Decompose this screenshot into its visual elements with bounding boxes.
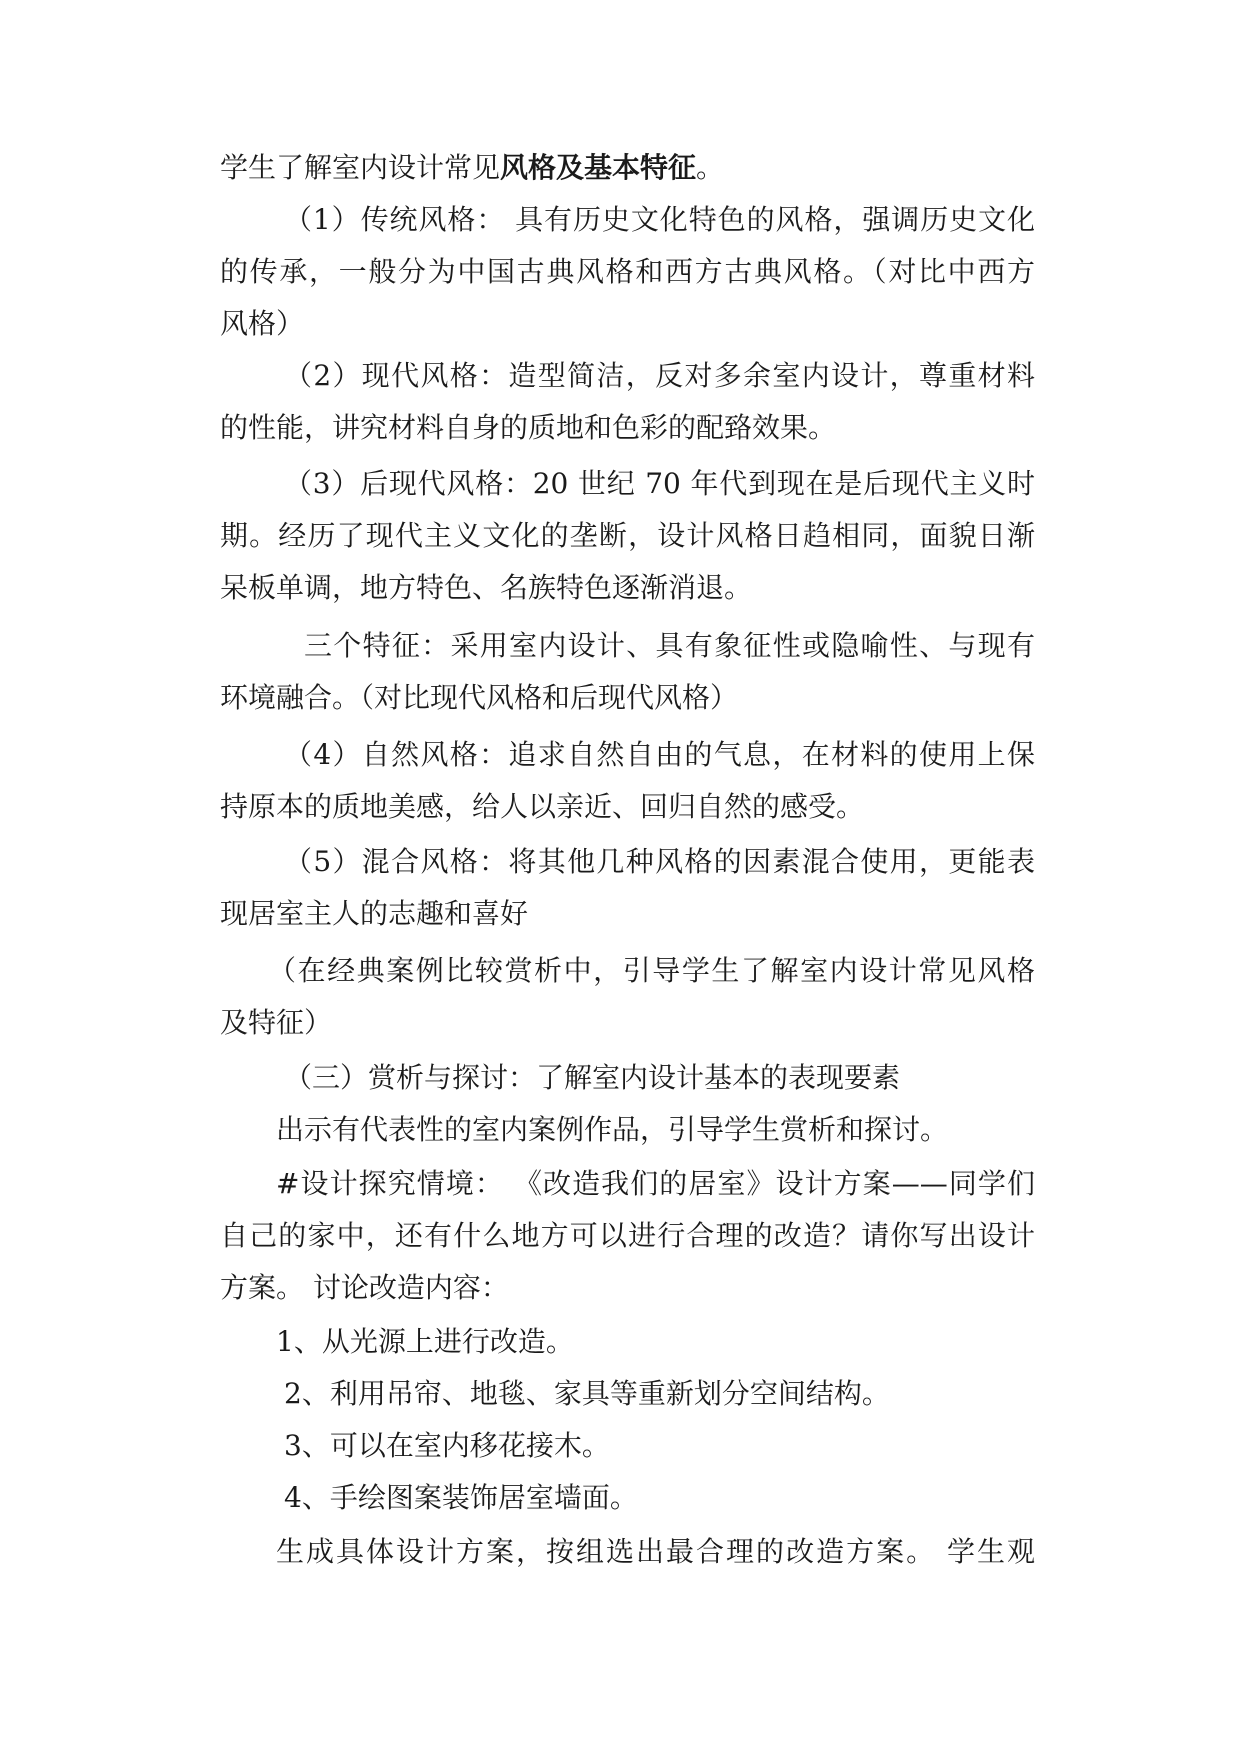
paragraph-line-19: 出示有代表性的室内案例作品，引导学生赏析和探讨。 (276, 1113, 949, 1146)
paragraph-line-17: 及特征） (220, 1006, 333, 1039)
paragraph-line-21: 自己的家中，还有什么地方可以进行合理的改造？请你写出设计 (220, 1219, 1035, 1252)
bold-emphasis: 风格及基本特征 (500, 151, 697, 184)
paragraph-line-20: #设计探究情境： 《改造我们的居室》设计方案——同学们 (276, 1167, 1035, 1200)
section-heading: （三）赏析与探讨：了解室内设计基本的表现要素 (284, 1061, 901, 1094)
paragraph-line-2: （1）传统风格： 具有历史文化特色的风格，强调历史文化 (284, 203, 1035, 236)
paragraph-line-13: 持原本的质地美感，给人以亲近、回归自然的感受。 (220, 790, 865, 823)
paragraph-line-5: （2）现代风格：造型简洁，反对多余室内设计，尊重材料 (284, 359, 1035, 392)
list-item-1: 1、从光源上进行改造。 (276, 1325, 574, 1358)
paragraph-line-10: 三个特征：采用室内设计、具有象征性或隐喻性、与现有 (304, 629, 1035, 662)
paragraph-line-1: 学生了解室内设计常见风格及基本特征。 (220, 151, 725, 184)
paragraph-line-22: 方案。 讨论改造内容： (220, 1271, 509, 1304)
paragraph-line-14: （5）混合风格：将其他几种风格的因素混合使用，更能表 (284, 845, 1035, 878)
paragraph-line-15: 现居室主人的志趣和喜好 (220, 897, 529, 930)
paragraph-line-16: （在经典案例比较赏析中，引导学生了解室内设计常见风格 (268, 954, 1035, 987)
paragraph-line-4: 风格） (220, 307, 305, 340)
paragraph-line-27: 生成具体设计方案，按组选出最合理的改造方案。 学生观 (276, 1535, 1035, 1568)
paragraph-line-3: 的传承，一般分为中国古典风格和西方古典风格。（对比中西方 (220, 255, 1035, 288)
paragraph-line-6: 的性能，讲究材料自身的质地和色彩的配臵效果。 (220, 411, 837, 444)
list-item-3: 3、可以在室内移花接木。 (284, 1429, 610, 1462)
list-item-2: 2、利用吊帘、地毯、家具等重新划分空间结构。 (284, 1377, 890, 1410)
paragraph-line-12: （4）自然风格：追求自然自由的气息，在材料的使用上保 (284, 738, 1035, 771)
list-item-4: 4、手绘图案装饰居室墙面。 (284, 1481, 638, 1514)
paragraph-line-9: 呆板单调，地方特色、名族特色逐渐消退。 (220, 571, 753, 604)
paragraph-line-11: 环境融合。（对比现代风格和后现代风格） (220, 681, 739, 714)
paragraph-line-7: （3）后现代风格：20 世纪 70 年代到现在是后现代主义时 (284, 467, 1035, 500)
paragraph-line-8: 期。经历了现代主义文化的垄断，设计风格日趋相同，面貌日渐 (220, 519, 1035, 552)
